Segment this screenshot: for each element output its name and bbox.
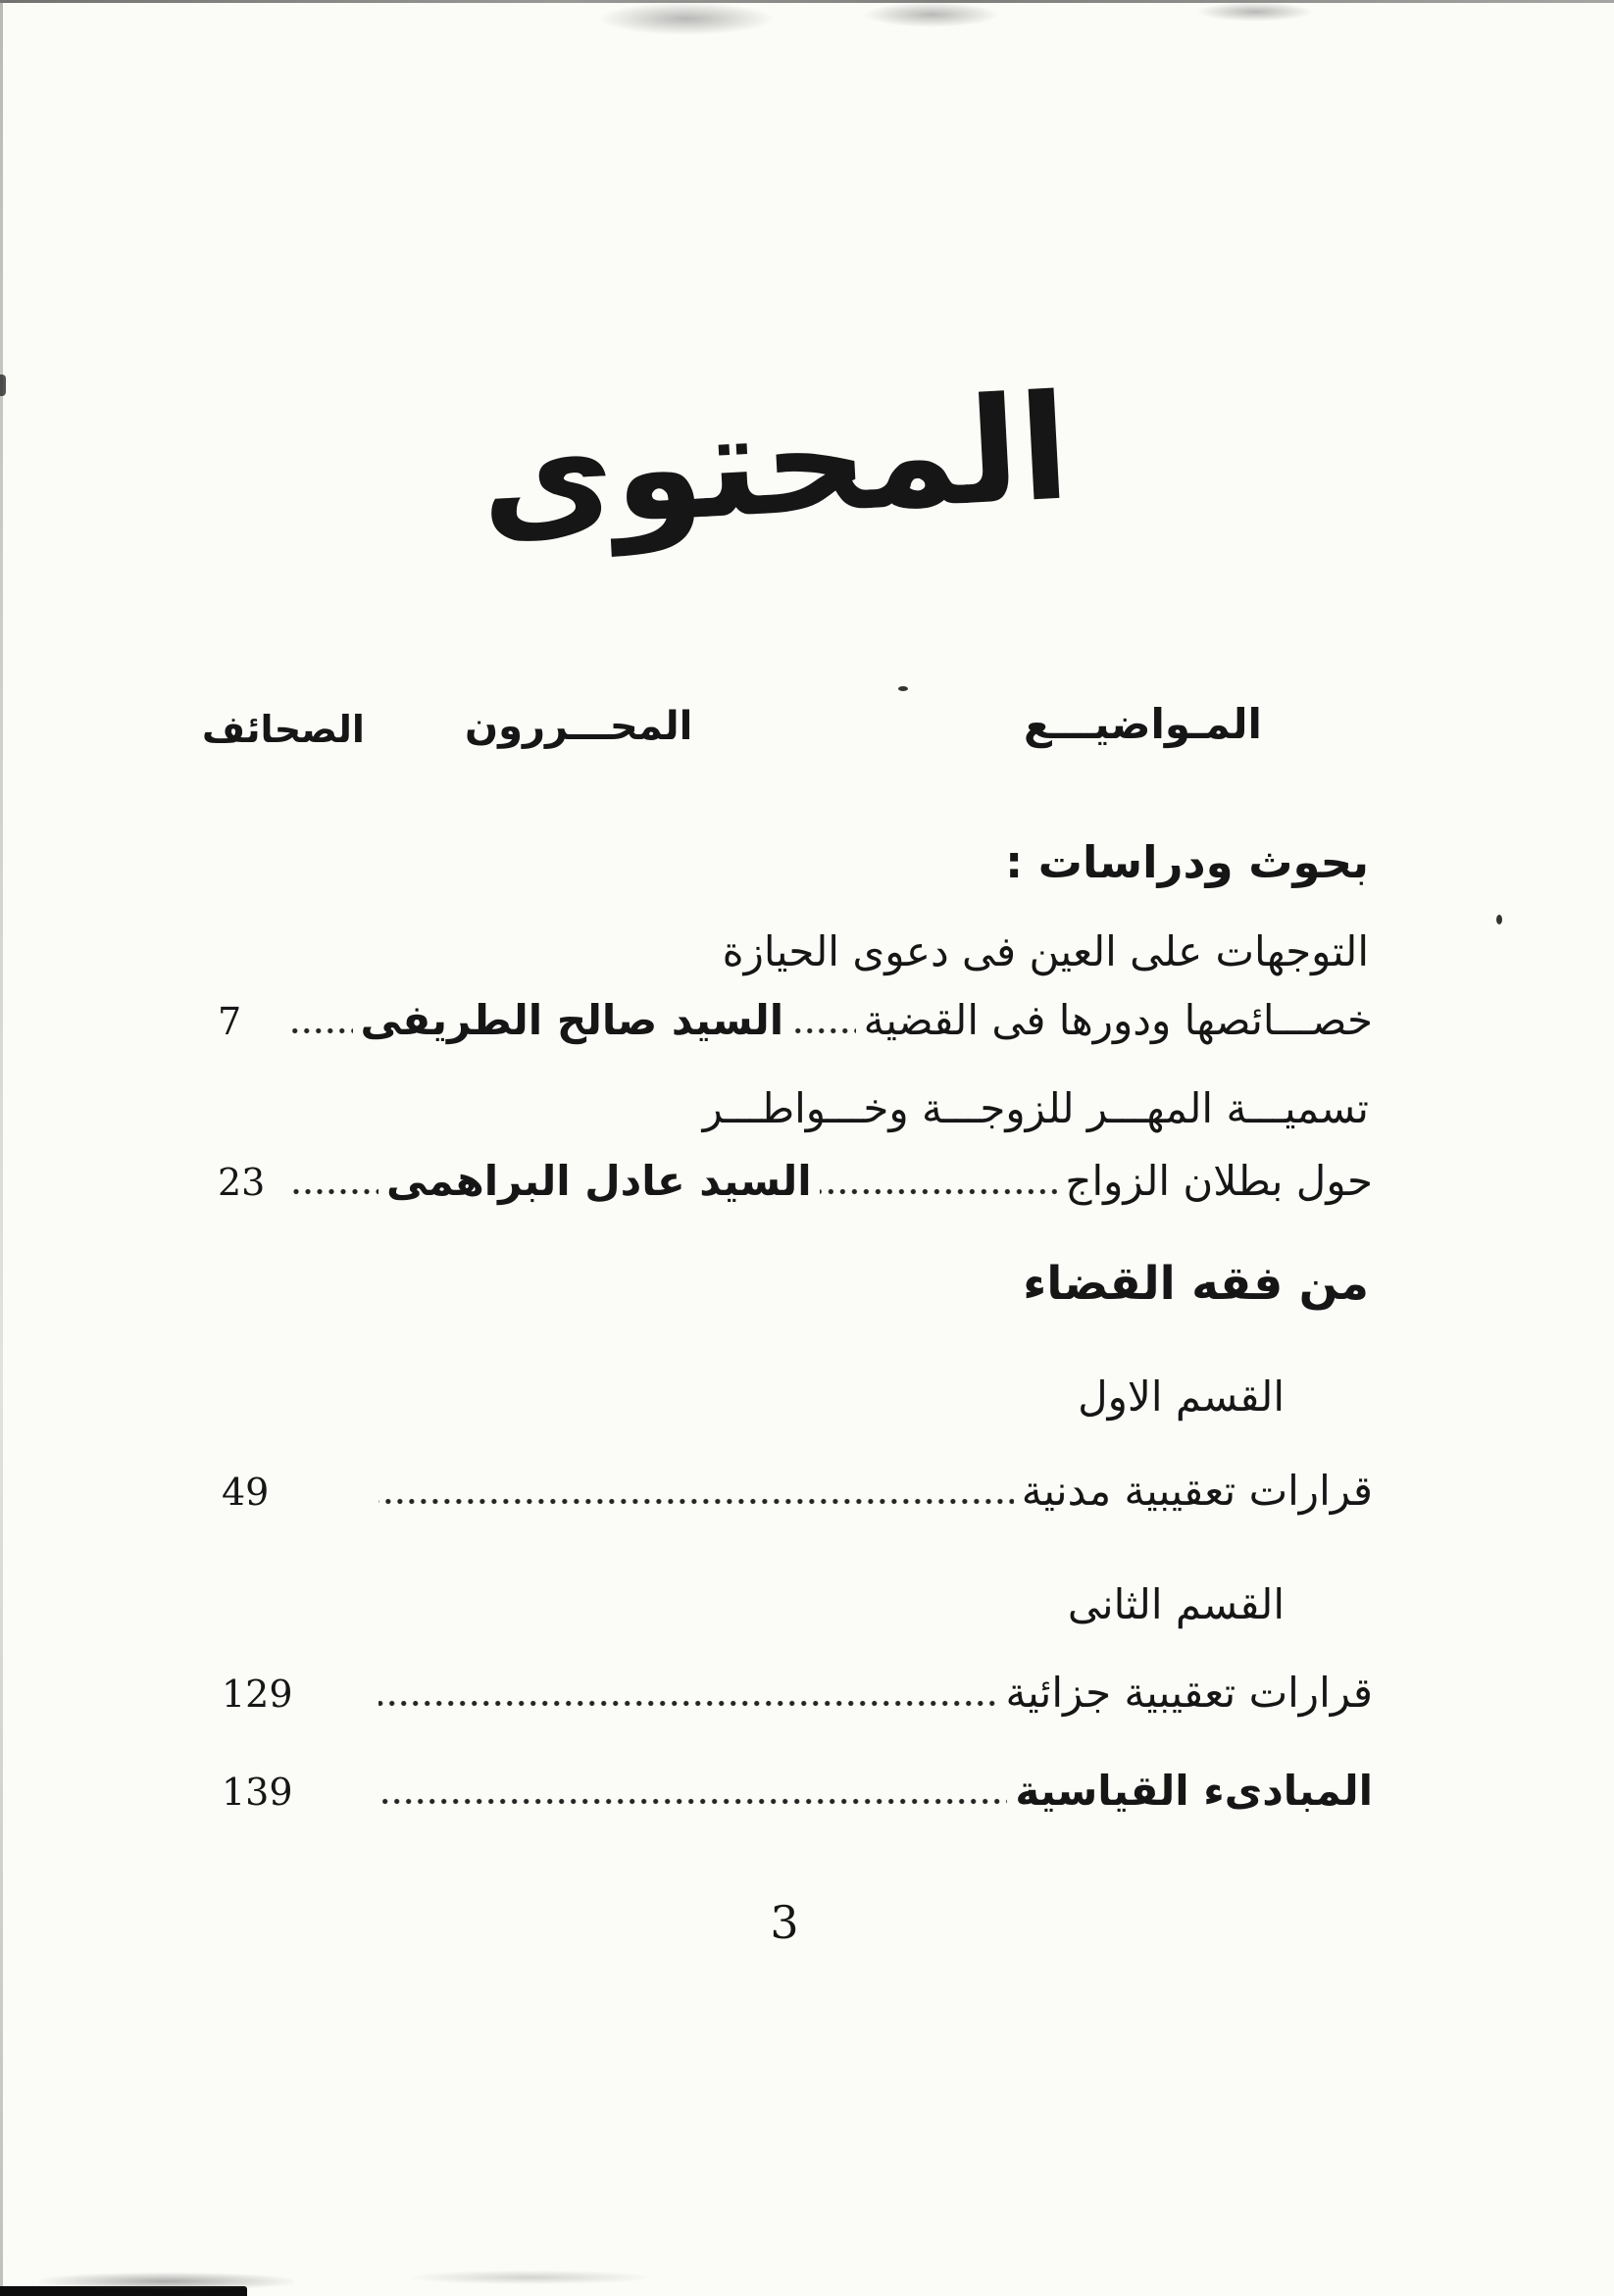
dot-leader	[820, 1188, 1058, 1195]
toc-entry-page-number: 139	[222, 1771, 293, 1814]
scan-smudge-top-2	[863, 2, 1000, 27]
toc-entry-author: السيد عادل البراهمى	[386, 1157, 812, 1205]
dot-leader	[378, 1798, 1007, 1805]
dot-leader	[378, 1498, 1014, 1505]
toc-entry-topic: قرارات تعقيبية مدنية	[1021, 1467, 1373, 1515]
scan-smudge-bottom-1	[39, 2272, 294, 2290]
column-header-editors: المحـــررون	[465, 704, 693, 749]
toc-entry-page-number: 129	[222, 1672, 293, 1716]
ink-speck-above-topics	[898, 686, 908, 691]
toc-entry-row	[196, 1157, 1373, 1216]
toc-entry-line1: التوجهات على العين فى دعوى الحيازة	[722, 927, 1369, 975]
toc-entry-row	[196, 1767, 1373, 1825]
scan-artifact-top-edge	[0, 0, 1614, 3]
section-heading-jurisprudence: من فقه القضاء	[1023, 1257, 1369, 1311]
toc-entry-page-number: 49	[222, 1471, 270, 1514]
column-header-pages: الصحائف	[202, 708, 365, 751]
scan-artifact-left-blob	[0, 374, 6, 396]
toc-entry-page-number: 23	[218, 1161, 266, 1204]
scan-artifact-left-edge	[0, 0, 3, 2296]
toc-entry-topic: حول بطلان الزواج	[1065, 1157, 1373, 1205]
toc-entry-author: السيد صالح الطريفى	[360, 996, 784, 1044]
page-title-calligraphy: المحتوى	[476, 363, 1074, 563]
toc-entry-topic: خصـــائصها ودورها فى القضية	[863, 996, 1373, 1044]
toc-entry-page-number: 7	[217, 1000, 242, 1043]
dot-leader	[288, 1188, 378, 1195]
toc-entry-topic: المبادىء القياسية	[1015, 1767, 1373, 1815]
scan-smudge-top-1	[598, 2, 775, 35]
part-label-first-section: القسم الاول	[1078, 1373, 1285, 1421]
dot-leader	[378, 1700, 997, 1707]
dot-leader	[288, 1027, 353, 1034]
ink-speck-margin	[1496, 915, 1502, 924]
toc-entry-row	[196, 996, 1373, 1055]
column-header-topics: المـواضيـــع	[1024, 700, 1262, 748]
toc-entry-row	[196, 1467, 1373, 1525]
scan-smudge-top-3	[1196, 2, 1314, 22]
toc-entry-line1: تسميـــة المهـــر للزوجـــة وخـــواطـــر	[702, 1084, 1369, 1132]
toc-entry-row	[196, 1669, 1373, 1727]
scan-smudge-bottom-2	[412, 2271, 647, 2284]
dot-leader	[791, 1027, 856, 1034]
part-label-second-section: القسم الثانى	[1067, 1580, 1285, 1628]
section-heading-research: بحوث ودراسات :	[1005, 836, 1369, 888]
toc-entry-topic: قرارات تعقيبية جزائية	[1005, 1669, 1373, 1717]
folio-page-number: 3	[770, 1896, 799, 1949]
